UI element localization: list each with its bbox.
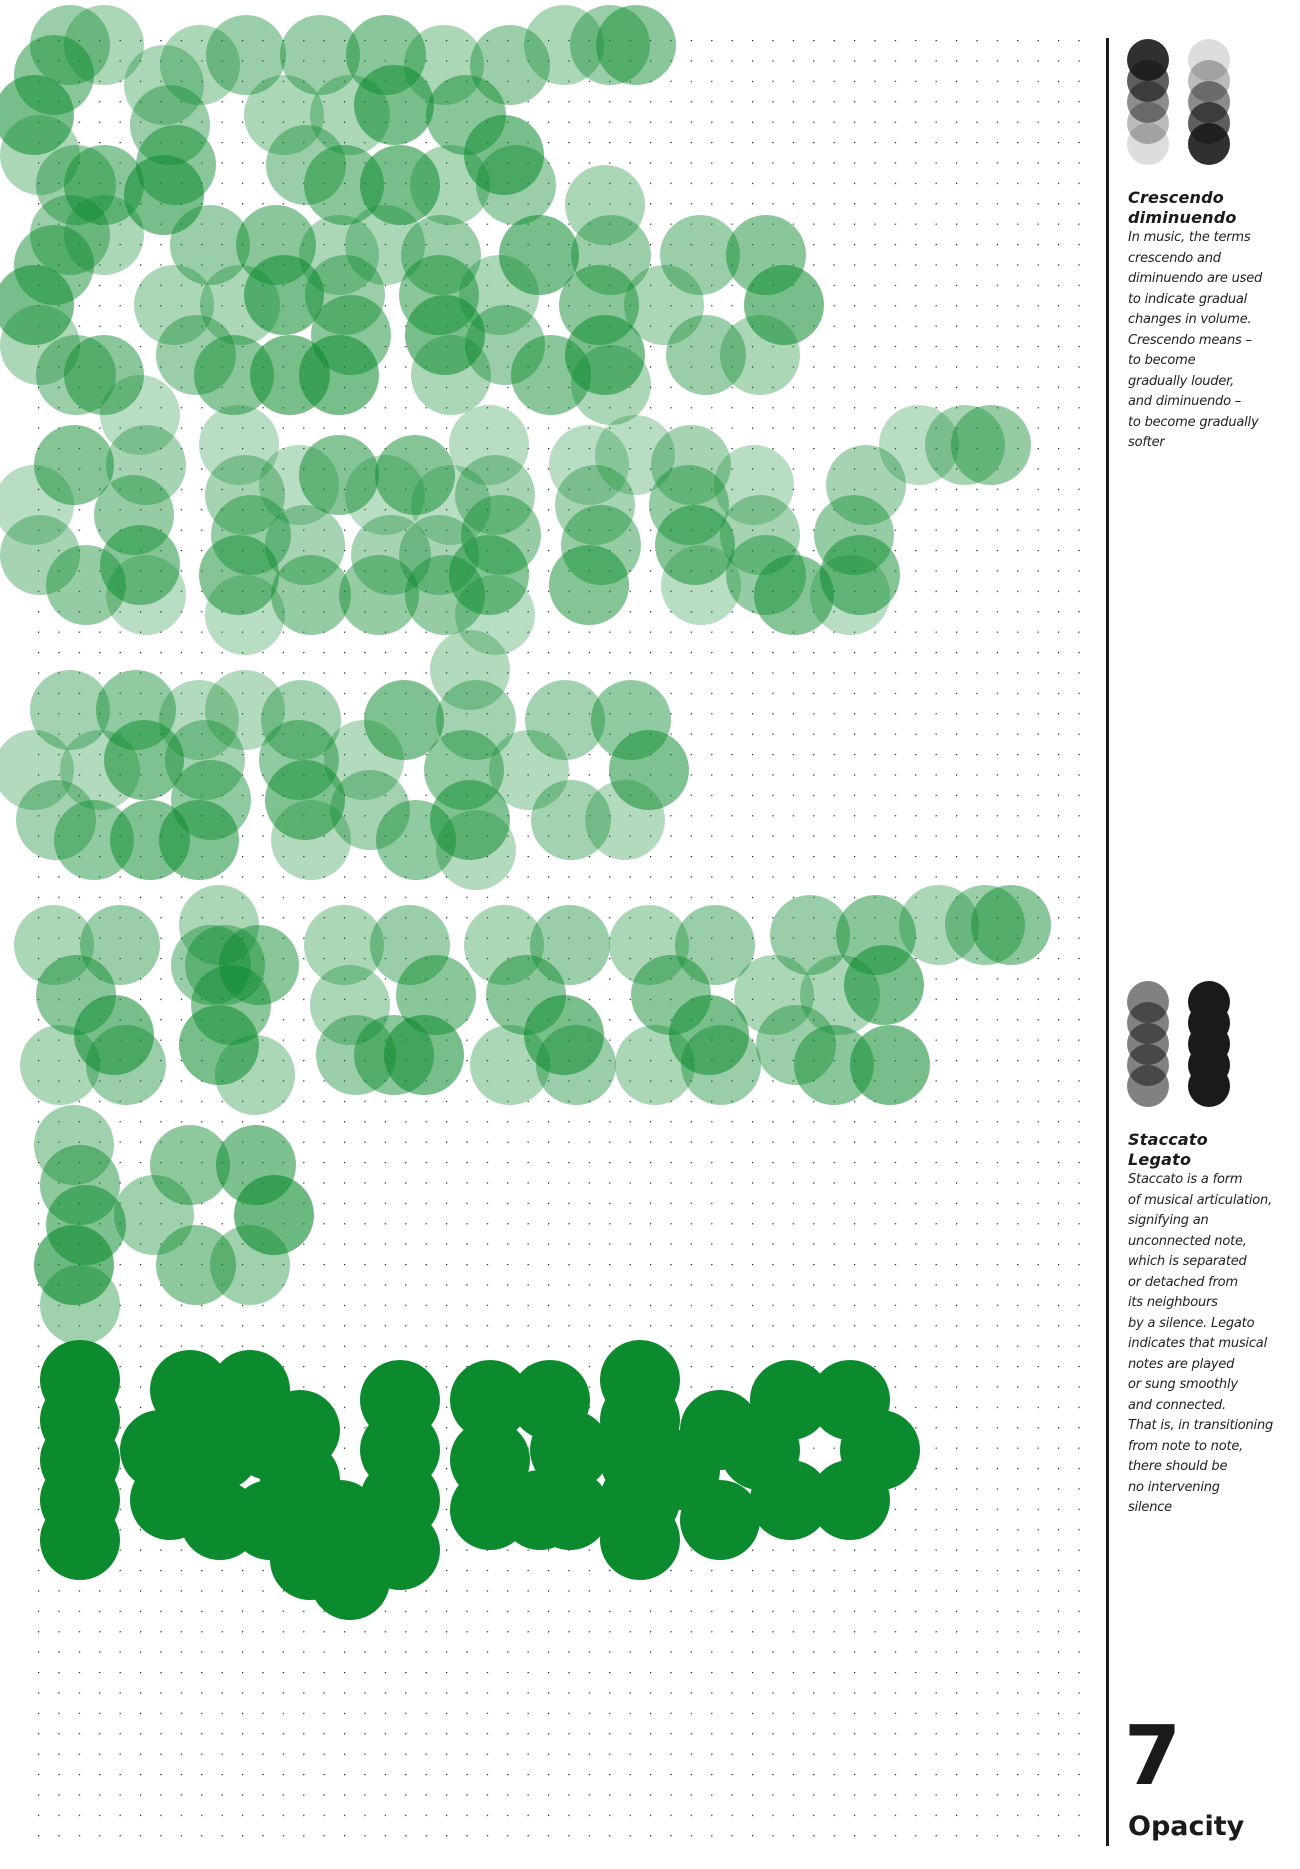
opacity-gradient-circles-icon [1127, 39, 1230, 165]
letter-circle [666, 315, 746, 395]
letter-circle [219, 925, 299, 1005]
letter-circle [531, 780, 611, 860]
page-label: Opacity [1128, 1811, 1245, 1842]
letter-circle [600, 1500, 680, 1580]
staccato-section [1128, 1130, 1293, 1519]
letter-circle [680, 1480, 760, 1560]
letter-circle [549, 545, 629, 625]
letter-circle [40, 1500, 120, 1580]
letter-circle [215, 1035, 295, 1115]
letter-circle [500, 1470, 580, 1550]
letter-circle [820, 535, 900, 615]
swatch-circle [1188, 123, 1230, 165]
letter-circle [299, 335, 379, 415]
letter-circle [750, 1460, 830, 1540]
section-body-staccato: Staccato is a form of musical articulation, signifying an unconnected note, which is separated or detached from its neighbours by a silence. Legato indicates that musical notes are played or sung smoothly and connected. That is, in transitioning from note to note, there should be no intervening silence [1128, 1172, 1274, 1515]
letter-circle [681, 1025, 761, 1105]
letter-circle [971, 885, 1051, 965]
letter-circle [951, 405, 1031, 485]
letter-circle [106, 555, 186, 635]
letter-circle [850, 1025, 930, 1105]
letter-circle [270, 1520, 350, 1600]
vertical-divider [1106, 38, 1109, 1846]
letter-circle [571, 345, 651, 425]
swatch-circle [1188, 1065, 1230, 1107]
section-title-staccato: Staccato Legato [1128, 1130, 1208, 1169]
letter-circle [86, 1025, 166, 1105]
section-title-crescendo: Crescendo diminuendo [1128, 188, 1237, 227]
letter-circle [156, 1225, 236, 1305]
swatch-circle [1127, 1065, 1169, 1107]
opacity-staccato-legato-circles-icon [1127, 981, 1230, 1107]
letter-circle [596, 5, 676, 85]
crescendo-section [1128, 188, 1293, 454]
letter-circle [436, 810, 516, 890]
swatch-circle [1127, 123, 1169, 165]
page-number: 7 [1124, 1709, 1180, 1804]
letter-circle [476, 145, 556, 225]
letter-circle [354, 1015, 434, 1095]
letter-circle [536, 1025, 616, 1105]
letter-circle [159, 800, 239, 880]
letter-circle [40, 1265, 120, 1345]
section-body-crescendo: In music, the terms crescendo and diminuendo are used to indicate gradual changes in volume. Crescendo means – to become gradually louder, and diminuendo – to become gradually softer [1128, 230, 1263, 450]
